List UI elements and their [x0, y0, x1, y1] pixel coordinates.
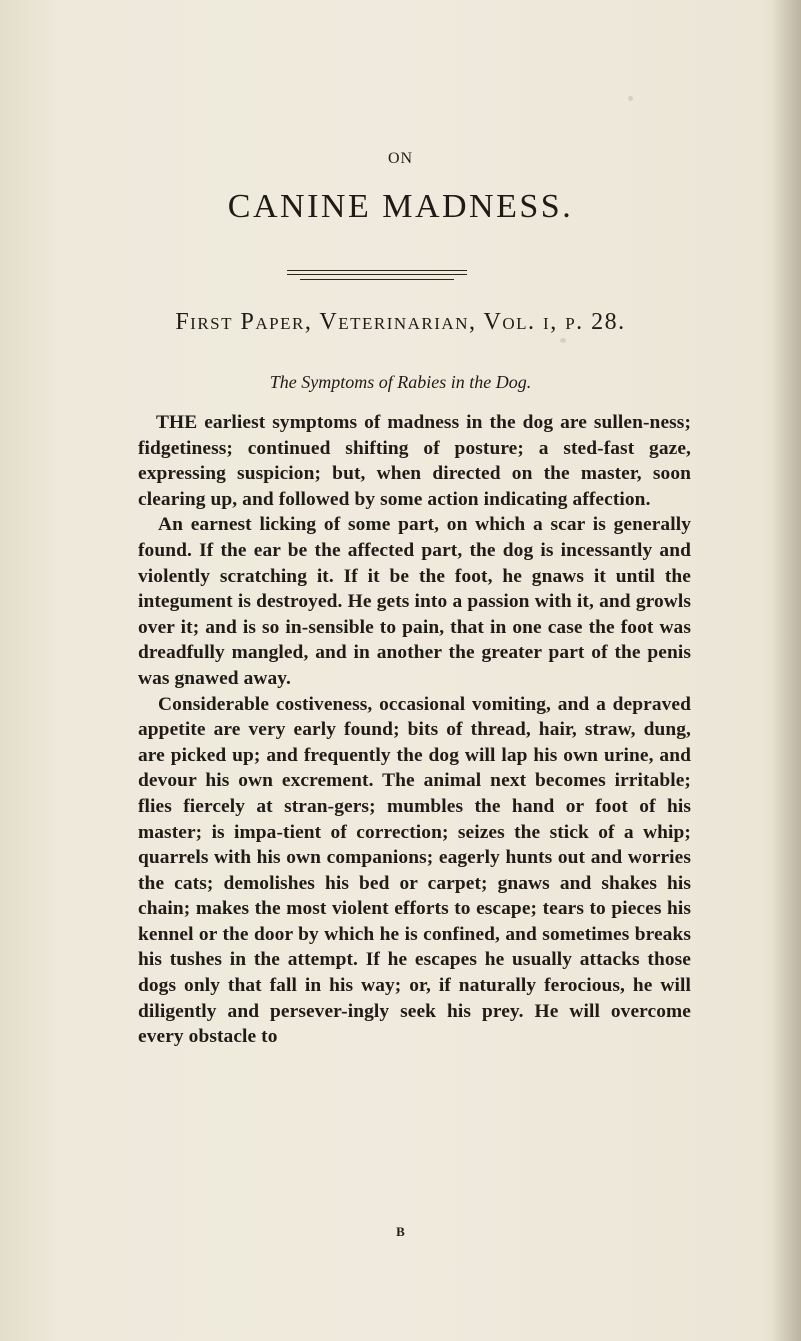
signature-mark: B	[396, 1224, 405, 1239]
paragraph: Considerable costiveness, occasional vomiting, and a depraved appetite are very early found; bits of thread, hair, straw, dung, are picked up; and frequently the dog will lap his own urine, and devour his own excrement. The animal next becomes irritable; flies fiercely at stran-gers; mumbles the hand or foot of his master; is impa-tient of correction; seizes the stick of a whip; quarrels with his own companions; eagerly hunts out and worries the cats; demolishes his bed or carpet; gnaws and shakes his chain; makes the most violent efforts to escape; tears to pieces his kennel or the door by which he is confined, and sometimes breaks his tushes in the attempt. If he escapes he usually attacks those dogs only that fall in his way; or, if naturally ferocious, he will diligently and persever-ingly seek his prey. He will overcome every obstacle to	[138, 693, 691, 1048]
paragraph: THE earliest symptoms of madness in the dog are sullen-ness; fidgetiness; continued shifting of posture; a sted-fast gaze, expressing suspicion; but, when directed on the master, soon clearing up, and followed by some action indicating affection.	[138, 412, 691, 510]
paragraph: An earnest licking of some part, on which a scar is generally found. If the ear be the affected part, the dog is incessantly and violently scratching it. If it be the foot, he gnaws it until the integument is destroyed. He gets into a passion with it, and growls over it; and is so in-sensible to pain, that in one case the foot was dreadfully mangled, and in another the greater part of the penis was gnawed away.	[138, 514, 691, 689]
body-text	[138, 410, 691, 1050]
source-citation	[0, 309, 801, 336]
title-rule-bottom	[300, 279, 454, 280]
title-rule-middle	[287, 274, 467, 275]
ink-speck	[628, 96, 633, 101]
source-citation-text: First Paper, Veterinarian, Vol. i, p. 28.	[175, 309, 626, 335]
title-rule-top	[287, 270, 467, 271]
ink-speck	[560, 338, 566, 343]
page-title: CANINE MADNESS.	[227, 188, 574, 225]
section-subtitle: The Symptoms of Rabies in the Dog.	[269, 372, 532, 392]
pre-title: ON	[387, 150, 414, 167]
